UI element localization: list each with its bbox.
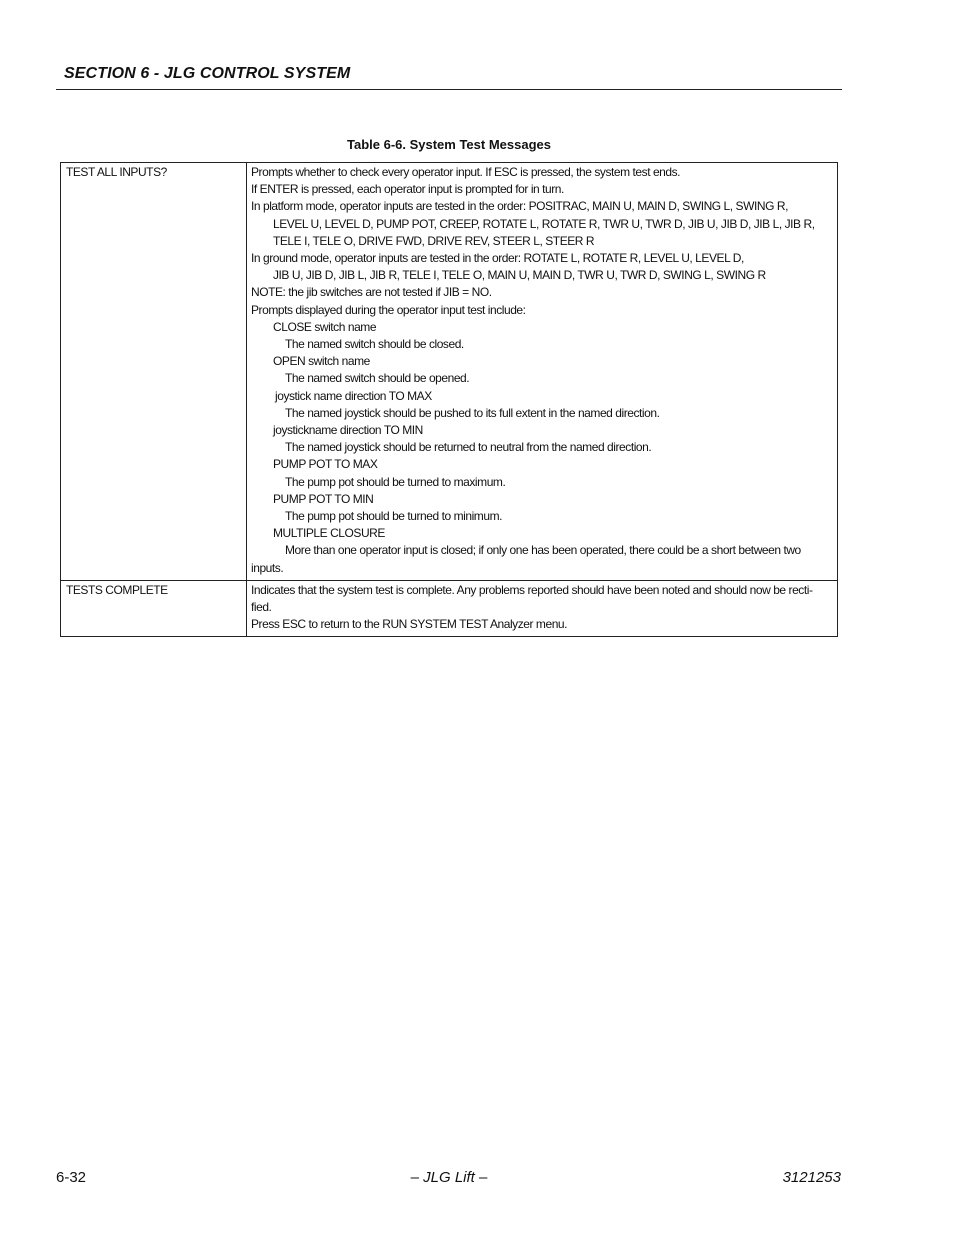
prompt-description: The pump pot should be turned to maximum.	[285, 474, 506, 489]
description-cell	[247, 580, 838, 637]
prompt-description: More than one operator input is closed; if only one has been operated, there could be a short between two	[285, 543, 801, 558]
section-title: SECTION 6 - JLG CONTROL SYSTEM	[64, 65, 351, 82]
description-line: LEVEL U, LEVEL D, PUMP POT, CREEP, ROTATE L, ROTATE R, TWR U, TWR D, JIB U, JIB D, JIB L, JIB R,	[273, 216, 815, 231]
description-line: Indicates that the system test is complete. Any problems reported should have been noted and should now be recti-	[251, 582, 813, 597]
description-line: In platform mode, operator inputs are tested in the order: POSITRAC, MAIN U, MAIN D, SWING L, SWING R,	[251, 199, 788, 214]
prompt-description: The named switch should be closed.	[285, 337, 464, 352]
prompt-name: MULTIPLE CLOSURE	[273, 526, 385, 541]
description-line: Press ESC to return to the RUN SYSTEM TEST Analyzer menu.	[251, 617, 568, 632]
message-name: TEST ALL INPUTS?	[66, 165, 167, 179]
description-line: fied.	[251, 600, 272, 615]
description-line: JIB U, JIB D, JIB L, JIB R, TELE I, TELE O, MAIN U, MAIN D, TWR U, TWR D, SWING L, SWING R	[273, 268, 766, 283]
message-cell	[61, 163, 247, 581]
description-line: If ENTER is pressed, each operator input is prompted for in turn.	[251, 182, 564, 197]
description-cell	[247, 163, 838, 581]
description-line: TELE I, TELE O, DRIVE FWD, DRIVE REV, STEER L, STEER R	[273, 233, 595, 248]
document-number: 3121253	[782, 1169, 841, 1186]
header-rule	[56, 89, 842, 90]
prompt-name: joystickname direction TO MIN	[273, 423, 423, 438]
prompt-name: joystick name direction TO MAX	[275, 388, 432, 403]
page-number: 6-32	[56, 1169, 87, 1186]
message-name: TESTS COMPLETE	[66, 582, 168, 597]
table-row	[61, 163, 838, 581]
prompt-description: The named switch should be opened.	[285, 371, 470, 386]
table-row	[61, 580, 838, 637]
description-line: Prompts displayed during the operator input test include:	[251, 302, 526, 317]
prompt-name: OPEN switch name	[273, 354, 370, 369]
description-line: Prompts whether to check every operator input. If ESC is pressed, the system test ends.	[251, 165, 681, 179]
prompt-description: The named joystick should be pushed to its full extent in the named direction.	[285, 405, 660, 420]
footer-brand: – JLG Lift –	[410, 1169, 488, 1186]
description-line: NOTE: the jib switches are not tested if JIB = NO.	[251, 285, 492, 300]
prompt-name: PUMP POT TO MIN	[273, 491, 374, 506]
description-line: In ground mode, operator inputs are tested in the order: ROTATE L, ROTATE R, LEVEL U, LEVEL D,	[251, 251, 744, 266]
prompt-name: CLOSE switch name	[273, 319, 377, 334]
prompt-description: inputs.	[251, 560, 284, 575]
table-caption: Table 6-6. System Test Messages	[346, 137, 551, 152]
prompt-name: PUMP POT TO MAX	[273, 457, 378, 472]
message-cell	[61, 580, 247, 637]
prompt-description: The named joystick should be returned to neutral from the named direction.	[285, 440, 652, 455]
system-test-messages-table	[60, 162, 838, 637]
prompt-description: The pump pot should be turned to minimum.	[285, 509, 503, 524]
